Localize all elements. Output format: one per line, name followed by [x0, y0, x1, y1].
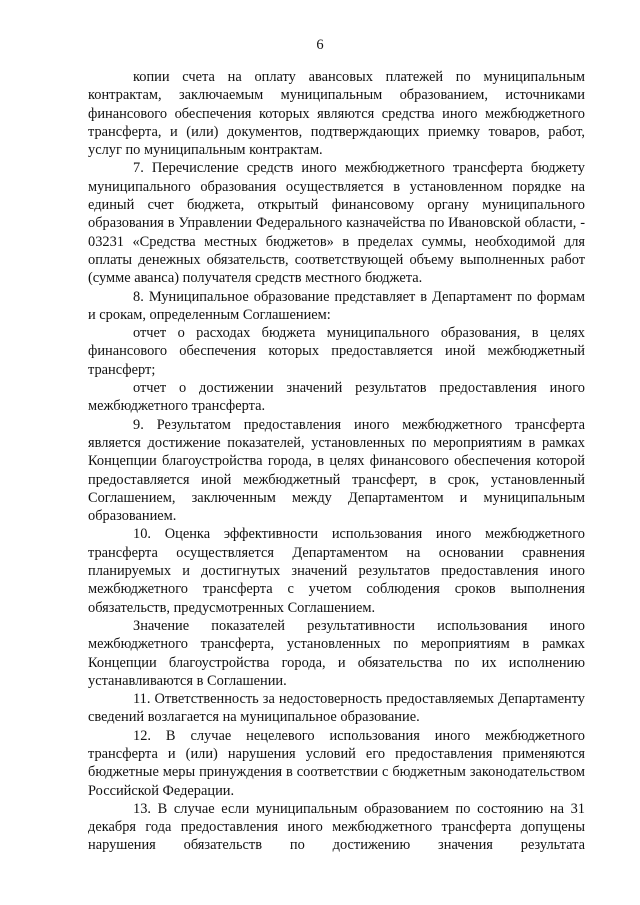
paragraph: 12. В случае нецелевого использования иного межбюджетного трансферта и (или) нарушения условий его предоставления применяются бюджетные меры принуждения в соответствии с бюджетным законодательством Российской Федерации.	[88, 727, 585, 799]
paragraph: 7. Перечисление средств иного межбюджетного трансферта бюджету муниципального образования осуществляется в установленном порядке на единый счет бюджета, открытый финансовому органу муниципального образования в Управлении Федерального казначейства по Ивановской области, - 03231 «Средства местных бюджетов» в пределах суммы, необходимой для оплаты денежных обязательств, соответствующей объему выполненных работ (сумме аванса) получателя средств местного бюджета.	[88, 160, 585, 287]
paragraph: 13. В случае если муниципальным образованием по состоянию на 31 декабря года предоставления иного межбюджетного трансферта допущены нарушения обязательств по достижению значения результата	[88, 800, 585, 854]
page-number: 6	[316, 37, 324, 53]
paragraph: 9. Результатом предоставления иного межбюджетного трансферта является достижение показателей, установленных по мероприятиям в рамках Концепции благоустройства города, в целях финансового обеспечения которой предоставляется иной межбюджетный трансферт, в срок, установленный Соглашением, заключенным между Департаментом и муниципальным образованием.	[88, 416, 585, 525]
paragraph: 11. Ответственность за недостоверность предоставляемых Департаменту сведений возлагается на муниципальное образование.	[88, 691, 585, 726]
paragraph: отчет о достижении значений результатов предоставления иного межбюджетного трансферта.	[88, 380, 585, 415]
paragraph: 8. Муниципальное образование представляет в Департамент по формам и срокам, определенным Соглашением:	[88, 288, 585, 323]
document-body	[88, 68, 585, 855]
paragraph: отчет о расходах бюджета муниципального образования, в целях финансового обеспечения которых предоставляется иной межбюджетный трансферт;	[88, 325, 585, 378]
paragraph: копии счета на оплату авансовых платежей по муниципальным контрактам, заключаемым муниципальным образованием, источниками финансового обеспечения которых являются средства иного межбюджетного трансферта, и (или) документов, подтверждающих приемку товаров, работ, услуг по муниципальным контрактам.	[88, 69, 585, 159]
paragraph: 10. Оценка эффективности использования иного межбюджетного трансферта осуществляется Департаментом на основании сравнения планируемых и достигнутых значений результатов предоставления иного межбюджетного трансферта с учетом соблюдения сроков выполнения обязательств, предусмотренных Соглашением.	[88, 526, 585, 616]
paragraph: Значение показателей результативности использования иного межбюджетного трансферта, установленных по мероприятиям в рамках Концепции благоустройства города, и обязательства по их исполнению устанавливаются в Соглашении.	[88, 617, 585, 689]
